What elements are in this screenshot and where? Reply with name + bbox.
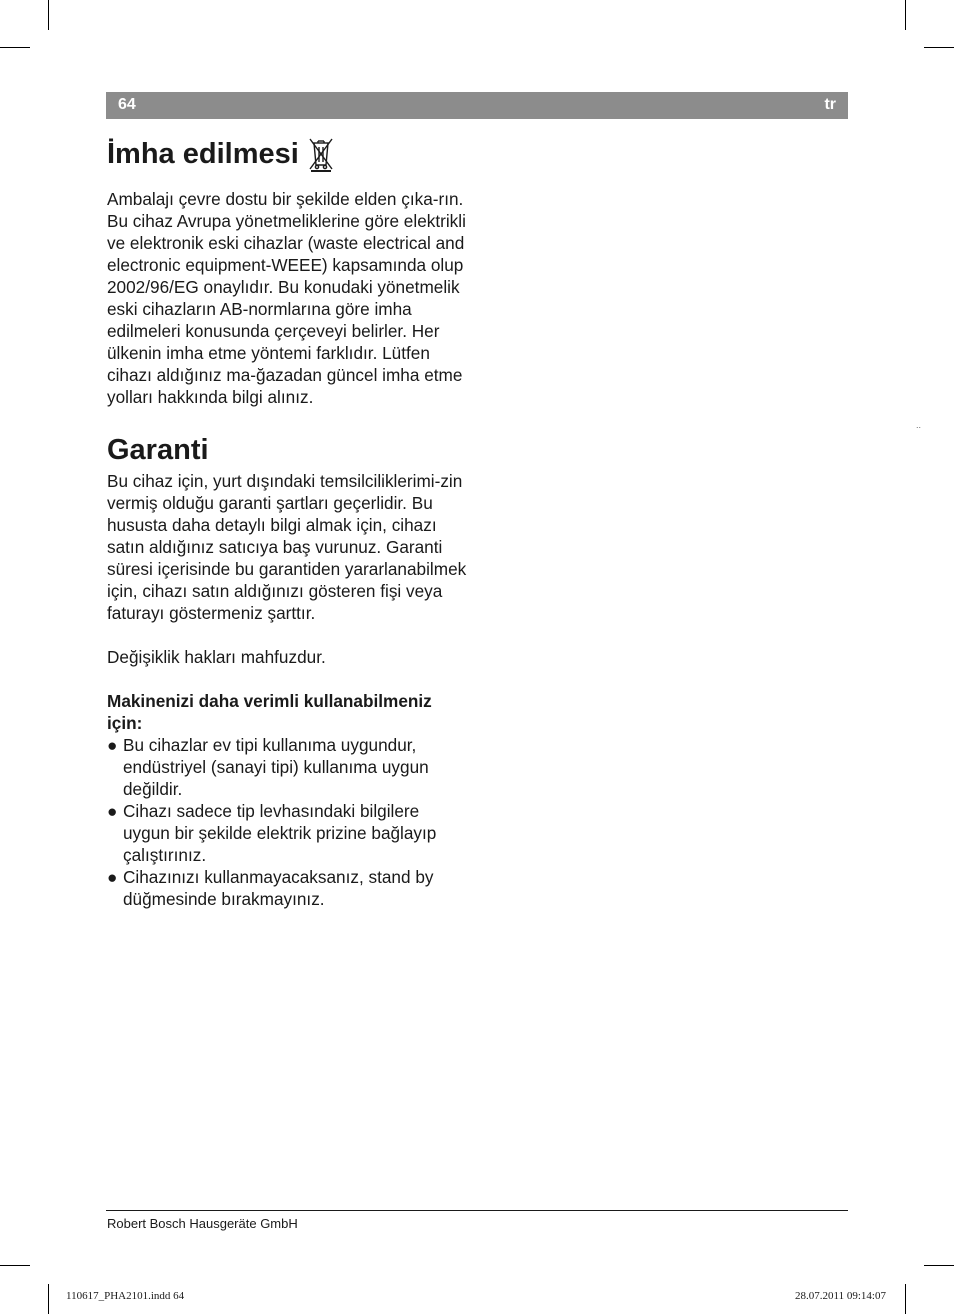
crop-mark [0, 47, 30, 48]
page-header-bar [106, 92, 848, 119]
page-number: 64 [118, 96, 136, 113]
language-code: tr [824, 96, 836, 113]
print-slug-file: 110617_PHA2101.indd 64 [66, 1290, 185, 1302]
tips-list [107, 734, 467, 910]
rights-notice: Değişiklik hakları mahfuzdur. [107, 647, 326, 667]
tips-title: Makinenizi daha verimli kullanabilmeniz için: [107, 691, 432, 733]
bullet: ● [107, 867, 118, 887]
warranty-title: Garanti [107, 434, 209, 466]
crop-mark [905, 1284, 906, 1314]
crop-mark [924, 1265, 954, 1266]
main-content [107, 134, 467, 910]
crop-mark [0, 1265, 30, 1266]
crop-mark [48, 0, 49, 30]
print-slug-date: 28.07.2011 09:14:07 [795, 1290, 886, 1302]
bullet: ● [107, 735, 118, 755]
warranty-body: Bu cihaz için, yurt dışındaki temsilciliklerimi-zin vermiş olduğu garanti şartları geçerlidir. Bu hususta daha detaylı bilgi almak için, cihazı satın aldığınız satıcıya baş vurunuz. Garanti süresi içerisinde bu garantiden yararlanabilmek için, cihazı satın aldığınızı gösteren fişi veya faturayı göstermeniz şarttır. [107, 471, 467, 623]
list-item-text: Cihazınızı kullanmayacaksanız, stand by düğmesinde bırakmayınız. [123, 867, 434, 909]
crop-mark [924, 47, 954, 48]
footer-rule [106, 1210, 848, 1211]
list-item-text: Bu cihazlar ev tipi kullanıma uygundur, endüstriyel (sanayi tipi) kullanıma uygun değildir. [123, 735, 429, 799]
disposal-body: Ambalajı çevre dostu bir şekilde elden çıka-rın. Bu cihaz Avrupa yönetmeliklerine göre elektrikli ve elektronik eski cihazlar (waste electrical and electronic equipment-WEEE) kapsamında olup 2002/96/EG onaylıdır. Bu konudaki yönetmelik eski cihazların AB-normlarına göre imha edilmeleri konusunda çerçeveyi belirler. Her ülkenin imha etme yöntemi farklıdır. Lütfen cihazı aldığınız ma-ğazadan güncel imha etme yolları hakkında bilgi alınız. [107, 189, 466, 407]
crop-mark [48, 1284, 49, 1314]
list-item [107, 734, 467, 800]
disposal-title: İmha edilmesi [107, 138, 299, 170]
list-item [107, 800, 467, 866]
list-item [107, 866, 467, 910]
footer-company: Robert Bosch Hausgeräte GmbH [107, 1216, 298, 1231]
bullet: ● [107, 801, 118, 821]
list-item-text: Cihazı sadece tip levhasındaki bilgilere uygun bir şekilde elektrik prizine bağlayıp çalıştırınız. [123, 801, 437, 865]
crop-mark [905, 0, 906, 30]
stray-mark: .. [916, 420, 922, 430]
crossed-out-wheelie-bin-icon [308, 136, 334, 172]
disposal-heading [107, 134, 467, 174]
